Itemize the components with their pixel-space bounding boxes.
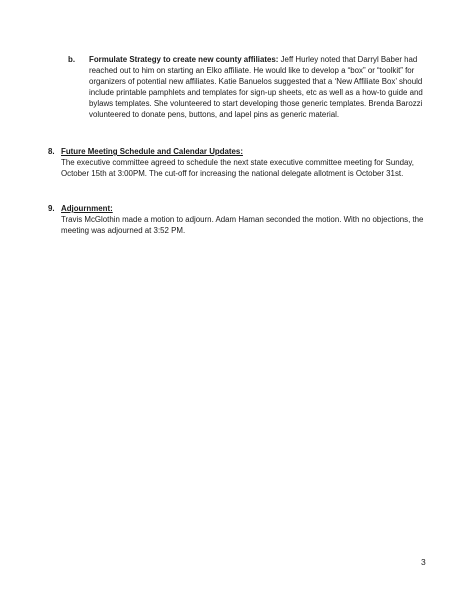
page-number: 3	[421, 557, 426, 567]
section-paragraph: The executive committee agreed to schedule the next state executive committee meeting for Sunday, October 15th at 3:00PM. The cut-off for increasing the national delegate allotment is October 31st.	[61, 158, 414, 179]
section-number: 8.	[48, 147, 55, 156]
section-title: Adjournment:	[61, 204, 113, 213]
section-number: 9.	[48, 204, 55, 213]
agenda-subitem-b	[68, 54, 428, 121]
section-paragraph: Travis McGlothin made a motion to adjourn. Adam Haman seconded the motion. With no objections, the meeting was adjourned at 3:52 PM.	[61, 215, 424, 236]
subitem-heading: Formulate Strategy to create new county affiliates:	[89, 55, 279, 64]
subitem-text: Jeff Hurley noted that Darryl Baber had reached out to him on starting an Elko affiliate. He would like to develop a “box” or “toolkit” for organizers of potential new affiliates. Katie Banuelos suggested that a ‘New Affiliate Box’ should include printable pamphlets and templates for sign-up sheets, etc as well as a how-to guide and bylaws templates. She volunteered to start developing those generic templates. Brenda Barozzi volunteered to donate pens, buttons, and lapel pins as generic material.	[89, 55, 423, 120]
subitem-marker: b.	[68, 55, 76, 64]
subitem-body	[89, 54, 428, 121]
section-title: Future Meeting Schedule and Calendar Updates:	[61, 147, 243, 156]
section-future-meeting-schedule	[48, 146, 428, 179]
section-adjournment	[48, 203, 428, 236]
